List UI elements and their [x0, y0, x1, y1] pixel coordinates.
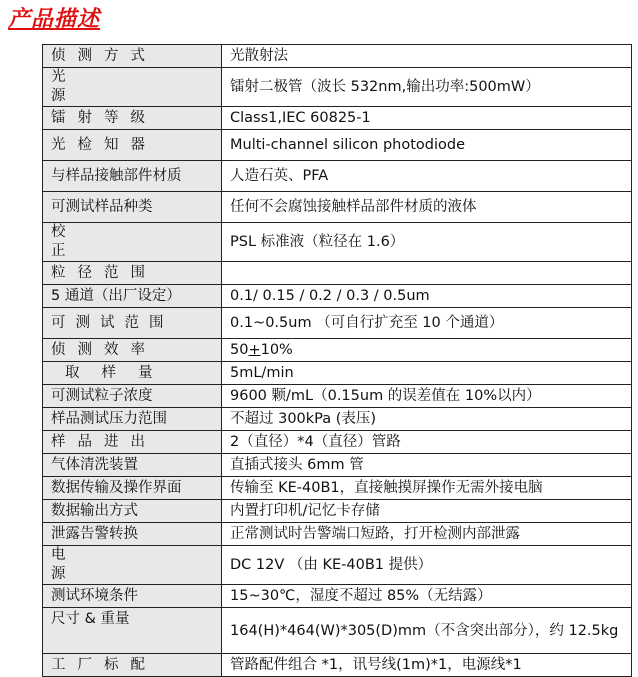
row-value: 不超过 300kPa (表压) [222, 408, 632, 431]
efficiency-value: 50 [230, 341, 249, 358]
label-text: 可测试范围 [51, 314, 174, 331]
efficiency-percent: 10% [260, 341, 293, 358]
label-text: 校正 [51, 224, 158, 259]
table-row [43, 130, 632, 161]
row-value: 镭射二极管（波长 532nm,输出功率:500mW） [222, 68, 632, 107]
row-value: 管路配件组合 *1，讯号线(1m)*1，电源线*1 [222, 654, 632, 677]
row-label: 与样品接触部件材质 [43, 161, 222, 192]
table-row [43, 285, 632, 308]
table-row [43, 654, 632, 677]
table-row [43, 362, 632, 385]
row-label: 泄露告警转换 [43, 523, 222, 546]
row-value: 15~30℃，湿度不超过 85%（无结露） [222, 585, 632, 608]
row-value: 直插式接头 6mm 管 [222, 454, 632, 477]
row-value: 正常测试时告警端口短路，打开检测内部泄露 [222, 523, 632, 546]
row-label: 测试环境条件 [43, 585, 222, 608]
label-text: 侦测效率 [51, 341, 157, 358]
plus-minus-sign: + [248, 341, 261, 358]
row-label [43, 362, 222, 385]
label-text: 粒径范围 [51, 264, 157, 281]
label-text: 样品进出 [51, 433, 157, 450]
table-row [43, 608, 632, 654]
row-value: 光散射法 [222, 45, 632, 68]
row-label: 样品测试压力范围 [43, 408, 222, 431]
row-label: 可测试粒子浓度 [43, 385, 222, 408]
label-text: 光源 [51, 69, 158, 104]
row-label [43, 223, 222, 262]
row-label [43, 431, 222, 454]
label-text: 光检知器 [51, 136, 157, 153]
table-row [43, 454, 632, 477]
label-text: 工厂标配 [51, 656, 157, 673]
label-text: 侦测方式 [51, 47, 157, 64]
row-label: 尺寸 & 重量 [43, 608, 222, 654]
label-text: 取样量 [65, 364, 175, 381]
row-value: Multi-channel silicon photodiode [222, 130, 632, 161]
row-value: 164(H)*464(W)*305(D)mm（不含突出部分），约 12.5kg [222, 608, 632, 654]
row-label: 气体清洗装置 [43, 454, 222, 477]
page-title: 产品描述 [8, 7, 101, 32]
table-row [43, 107, 632, 130]
table-row [43, 262, 632, 285]
table-row [43, 477, 632, 500]
table-row [43, 408, 632, 431]
row-label: 数据输出方式 [43, 500, 222, 523]
row-label [43, 339, 222, 362]
row-value: 内置打印机/记忆卡存储 [222, 500, 632, 523]
table-row [43, 223, 632, 262]
table-row [43, 161, 632, 192]
row-value: 传输至 KE-40B1，直接触摸屏操作无需外接电脑 [222, 477, 632, 500]
row-label [43, 130, 222, 161]
table-row [43, 308, 632, 339]
row-value: PSL 标准液（粒径在 1.6） [222, 223, 632, 262]
row-label: 可测试样品种类 [43, 192, 222, 223]
label-text: 镭射等级 [51, 109, 157, 126]
row-value: 任何不会腐蚀接触样品部件材质的液体 [222, 192, 632, 223]
row-label [43, 68, 222, 107]
row-label [43, 546, 222, 585]
table-row [43, 585, 632, 608]
row-value [222, 339, 632, 362]
table-row [43, 192, 632, 223]
label-text: 电源 [51, 547, 158, 582]
row-value: DC 12V （由 KE-40B1 提供） [222, 546, 632, 585]
row-label: 数据传输及操作界面 [43, 477, 222, 500]
table-row [43, 523, 632, 546]
row-label [43, 262, 222, 285]
row-label [43, 45, 222, 68]
row-value: 0.1~0.5um （可自行扩充至 10 个通道） [222, 308, 632, 339]
table-row [43, 500, 632, 523]
row-value: 5mL/min [222, 362, 632, 385]
row-value: 人造石英、PFA [222, 161, 632, 192]
table-row [43, 546, 632, 585]
spec-table [42, 44, 632, 677]
table-row [43, 339, 632, 362]
table-row [43, 68, 632, 107]
table-row [43, 431, 632, 454]
table-row [43, 45, 632, 68]
row-label [43, 308, 222, 339]
row-label: 5 通道（出厂设定） [43, 285, 222, 308]
row-label [43, 654, 222, 677]
row-value: 2（直径）*4（直径）管路 [222, 431, 632, 454]
table-row [43, 385, 632, 408]
row-value: Class1,IEC 60825-1 [222, 107, 632, 130]
row-value: 9600 颗/mL（0.15um 的误差值在 10%以内） [222, 385, 632, 408]
row-value [222, 262, 632, 285]
row-value: 0.1/ 0.15 / 0.2 / 0.3 / 0.5um [222, 285, 632, 308]
row-label [43, 107, 222, 130]
